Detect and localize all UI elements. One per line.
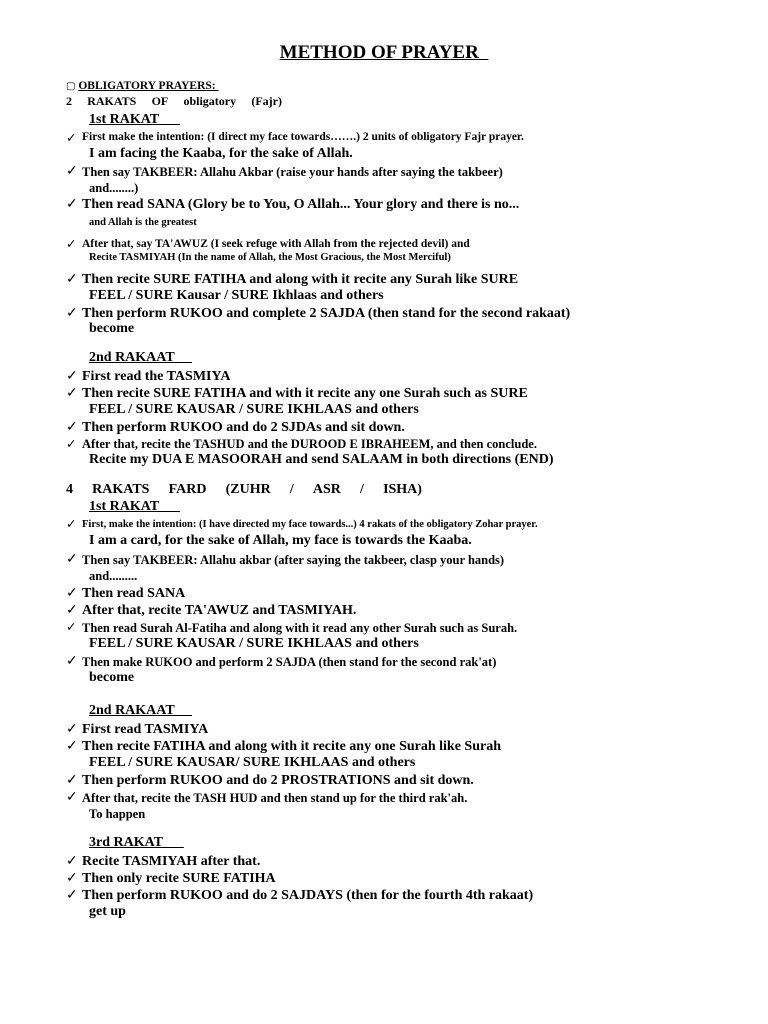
fajr-rakat1-heading-text: 1st RAKAT <box>89 112 180 127</box>
check-icon: ✓ <box>66 854 78 869</box>
fajr-r1-line6b: become <box>89 321 135 336</box>
check-icon: ✓ <box>66 306 78 321</box>
fajr-r2-line3: Then perform RUKOO and do 2 SJDAs and sit down. <box>82 420 405 435</box>
four-rakat1-heading <box>89 500 180 514</box>
check-icon: ✓ <box>66 197 78 212</box>
check-icon: ✓ <box>66 164 78 179</box>
fajr-r1-line6: Then perform RUKOO and complete 2 SAJDA (then stand for the second rakaat) <box>82 306 571 321</box>
four-heading-word: / <box>360 482 364 497</box>
four-r2-line2b: FEEL / SURE KAUSAR/ SURE IKHLAAS and others <box>89 755 416 770</box>
fajr-r1-line4b: Recite TASMIYAH (In the name of Allah, the Most Gracious, the Most Merciful) <box>89 252 451 263</box>
fajr-r1-line5b: FEEL / SURE Kausar / SURE Ikhlaas and others <box>89 288 384 303</box>
fajr-r1-line4: After that, say TA'AWUZ (I seek refuge with Allah from the rejected devil) and <box>82 238 470 250</box>
four-heading-word: RAKATS <box>92 482 150 497</box>
check-icon: ✓ <box>66 386 78 401</box>
check-icon: ✓ <box>66 131 77 145</box>
four-rakat2-heading-text: 2nd RAKAAT <box>89 703 192 718</box>
four-rakat-heading <box>66 483 422 497</box>
fajr-heading-word: obligatory <box>183 94 237 108</box>
check-icon: ✓ <box>66 237 77 251</box>
check-icon: ✓ <box>66 790 78 805</box>
fajr-heading-word: OF <box>151 94 169 108</box>
check-icon: ✓ <box>66 871 78 886</box>
fajr-r1-line3b: and Allah is the greatest <box>89 217 197 228</box>
fajr-heading <box>66 95 282 107</box>
check-icon: ✓ <box>66 722 78 737</box>
four-r3-line3: Then perform RUKOO and do 2 SAJDAYS (then for the fourth 4th rakaat) <box>82 888 534 903</box>
four-heading-word: / <box>289 482 294 497</box>
four-r1-line6: Then make RUKOO and perform 2 SAJDA (then stand for the second rak'at) <box>82 655 497 669</box>
four-r3-line3b: get up <box>89 904 126 919</box>
fajr-heading-word: RAKATS <box>87 94 137 108</box>
obligatory-prayers-label <box>66 81 219 93</box>
fajr-rakat2-heading <box>89 351 192 365</box>
fajr-r1-line2b: and........) <box>89 181 139 195</box>
obligatory-prayers-text: OBLIGATORY PRAYERS: <box>78 80 219 92</box>
fajr-r1-line1b: I am facing the Kaaba, for the sake of Allah. <box>89 146 353 161</box>
four-r2-line4: After that, recite the TASH HUD and then stand up for the third rak'ah. <box>82 791 468 805</box>
check-icon: ✓ <box>66 773 78 788</box>
four-heading-word: 4 <box>66 482 73 497</box>
fajr-r1-line5: Then recite SURE FATIHA and along with it recite any Surah like SURE <box>82 272 519 287</box>
fajr-rakat2-heading-text: 2nd RAKAAT <box>89 350 192 365</box>
four-rakat3-heading <box>89 836 184 850</box>
fajr-r2-line1: First read the TASMIYA <box>82 369 231 384</box>
check-icon: ✓ <box>66 369 78 384</box>
four-heading-word: FARD <box>168 482 207 497</box>
four-r3-line2: Then only recite SURE FATIHA <box>82 871 276 886</box>
page-title: METHOD OF PRAYER <box>279 42 489 63</box>
fajr-r2-line2: Then recite SURE FATIHA and with it recite any one Surah such as SURE <box>82 386 528 401</box>
fajr-r1-line2: Then say TAKBEER: Allahu Akbar (raise your hands after saying the takbeer) <box>82 165 503 179</box>
four-r2-line2: Then recite FATIHA and along with it recite any one Surah like Surah <box>82 739 501 754</box>
check-icon: ✓ <box>66 888 78 903</box>
four-r1-line3: Then read SANA <box>82 586 186 601</box>
four-r1-line2: Then say TAKBEER: Allahu akbar (after saying the takbeer, clasp your hands) <box>82 553 505 567</box>
four-r1-line1: First, make the intention: (I have directed my face towards...) 4 rakats of the obligatory Zohar prayer. <box>82 519 538 530</box>
four-heading-word: (ZUHR <box>225 482 271 497</box>
four-heading-word: ASR <box>312 482 341 497</box>
four-heading-word: ISHA) <box>383 482 422 497</box>
fajr-heading-word: 2 <box>66 94 72 108</box>
check-icon: ✓ <box>66 603 78 618</box>
fajr-r2-line4b: Recite my DUA E MASOORAH and send SALAAM in both directions (END) <box>89 452 554 467</box>
four-r1-line2b: and......... <box>89 569 138 583</box>
four-r3-line1: Recite TASMIYAH after that. <box>82 854 261 869</box>
check-icon: ✓ <box>66 739 78 754</box>
check-icon: ✓ <box>66 420 78 435</box>
fajr-rakat1-heading <box>89 113 180 127</box>
check-icon: ✓ <box>66 552 78 567</box>
checkbox-icon: ▢ <box>66 81 76 92</box>
four-r2-line1: First read TASMIYA <box>82 722 209 737</box>
four-r1-line5b: FEEL / SURE KAUSAR / SURE IKHLAAS and others <box>89 636 419 651</box>
four-r1-line5: Then read Surah Al-Fatiha and along with it read any other Surah such as Surah. <box>82 621 518 635</box>
four-rakat1-heading-text: 1st RAKAT <box>89 499 180 514</box>
fajr-r2-line2b: FEEL / SURE KAUSAR / SURE IKHLAAS and others <box>89 402 419 417</box>
check-icon: ✓ <box>66 517 77 531</box>
fajr-r2-line4: After that, recite the TASHUD and the DUROOD E IBRAHEEM, and then conclude. <box>82 437 537 451</box>
fajr-r1-line3: Then read SANA (Glory be to You, O Allah... Your glory and there is no... <box>82 197 520 212</box>
check-icon: ✓ <box>66 654 78 669</box>
check-icon: ✓ <box>66 586 78 601</box>
four-rakat3-heading-text: 3rd RAKAT <box>89 835 184 850</box>
check-icon: ✓ <box>66 620 77 634</box>
check-icon: ✓ <box>66 437 77 451</box>
fajr-heading-word: (Fajr) <box>251 94 282 108</box>
four-r2-line3: Then perform RUKOO and do 2 PROSTRATIONS and sit down. <box>82 773 474 788</box>
four-r1-line4: After that, recite TA'AWUZ and TASMIYAH. <box>82 603 357 618</box>
four-r1-line6b: become <box>89 670 135 685</box>
four-r1-line1b: I am a card, for the sake of Allah, my face is towards the Kaaba. <box>89 533 472 548</box>
four-rakat2-heading <box>89 704 192 718</box>
four-r2-line4b: To happen <box>89 807 146 821</box>
fajr-r1-line1: First make the intention: (I direct my face towards…….) 2 units of obligatory Fajr prayer. <box>82 131 524 143</box>
check-icon: ✓ <box>66 272 78 287</box>
